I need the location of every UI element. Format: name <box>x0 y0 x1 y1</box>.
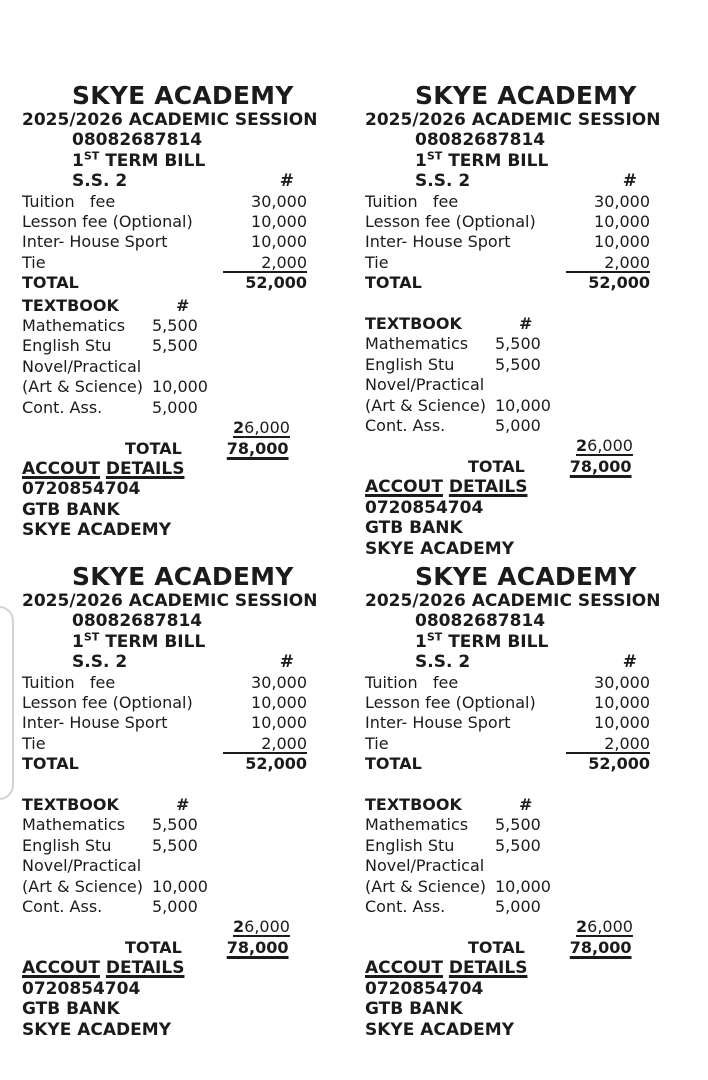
subtotal-rest: 6,000 <box>244 418 290 438</box>
term-ordinal-suffix: ST <box>426 630 443 644</box>
textbook-label: English Stu <box>22 835 112 855</box>
subtotal-bold-digit: 2 <box>576 436 588 456</box>
term-bill <box>22 81 318 541</box>
fee-label: Lesson fee (Optional) <box>365 693 536 713</box>
fee-label: Inter- House Sport <box>365 232 511 252</box>
textbook-amount: 5,500 <box>152 835 198 855</box>
account-heading-word1: ACCOUT <box>365 958 443 979</box>
textbook-amount: 5,500 <box>152 316 198 336</box>
textbook-amount: 10,000 <box>495 395 551 415</box>
fee-row-tie <box>365 253 650 273</box>
class-row <box>365 171 650 191</box>
textbook-total-amount: 78,000 <box>569 456 632 476</box>
textbook-label: Cont. Ass. <box>365 897 446 917</box>
textbook-row-cont-ass <box>365 416 650 436</box>
textbook-amount: 10,000 <box>152 377 208 397</box>
textbook-label: English Stu <box>22 336 112 356</box>
textbook-row-novel <box>22 357 307 377</box>
textbook-amount: 5,000 <box>152 897 198 917</box>
account-number: 0720854704 <box>365 978 484 999</box>
fee-label: Tie <box>22 733 46 753</box>
fees-total-row <box>365 754 650 774</box>
textbook-hash-header: # <box>519 314 533 334</box>
session-line: 2025/2026 ACADEMIC SESSION <box>22 591 318 611</box>
textbook-subtotal-row <box>22 917 307 937</box>
fee-amount: 10,000 <box>251 232 307 252</box>
textbook-total-row <box>22 938 307 958</box>
section-gap <box>365 775 650 795</box>
account-number: 0720854704 <box>22 978 141 999</box>
textbook-row-mathematics <box>22 815 307 835</box>
textbook-amount: 5,000 <box>152 397 198 417</box>
textbook-label: Novel/Practical <box>22 356 142 376</box>
textbook-row-english <box>365 355 650 375</box>
textbook-row-english <box>22 336 307 356</box>
fee-row-tie <box>22 734 307 754</box>
textbook-subtotal <box>576 436 633 455</box>
term-bill-line <box>415 632 650 652</box>
fee-amount: 10,000 <box>251 212 307 232</box>
account-details-heading <box>365 958 650 978</box>
textbook-label: (Art & Science) <box>22 876 143 896</box>
fee-amount: 30,000 <box>251 191 307 211</box>
fee-amount-ruled: 2,000 <box>223 253 307 273</box>
account-heading-word1: ACCOUT <box>365 477 443 498</box>
session-line: 2025/2026 ACADEMIC SESSION <box>22 110 318 130</box>
school-name: SKYE ACADEMY <box>72 563 294 591</box>
textbook-row-cont-ass <box>22 897 307 917</box>
account-details-heading <box>22 459 307 479</box>
phone-number: 08082687814 <box>72 130 203 151</box>
textbook-label: Novel/Practical <box>365 375 485 395</box>
fee-row-lesson <box>365 693 650 713</box>
textbook-hash-header: # <box>176 795 190 815</box>
subtotal-bold-digit: 2 <box>233 418 245 438</box>
textbook-subtotal <box>233 418 290 437</box>
fees-total-label: TOTAL <box>22 273 79 293</box>
bank-name: GTB BANK <box>365 518 463 539</box>
fee-label: Inter- House Sport <box>22 713 168 733</box>
textbook-label: Mathematics <box>365 815 469 835</box>
fee-row-lesson <box>365 212 650 232</box>
class-row <box>365 652 650 672</box>
bank-name: GTB BANK <box>365 999 463 1020</box>
textbook-header-row <box>22 296 307 316</box>
textbook-header-label: TEXTBOOK <box>22 295 119 315</box>
currency-hash-header: # <box>279 652 294 673</box>
textbook-label: (Art & Science) <box>22 377 143 397</box>
textbook-label: Cont. Ass. <box>22 897 103 917</box>
account-heading-word1: ACCOUT <box>22 458 100 479</box>
fees-total-amount: 52,000 <box>588 273 650 293</box>
textbook-total-amount: 78,000 <box>569 937 632 957</box>
account-heading-word1: ACCOUT <box>22 958 100 979</box>
textbook-total-row <box>22 439 307 459</box>
textbook-header-label: TEXTBOOK <box>365 795 462 815</box>
bank-name: GTB BANK <box>22 999 120 1020</box>
textbook-amount: 5,500 <box>495 354 541 374</box>
account-heading-word2: DETAILS <box>105 458 185 479</box>
textbook-row-cont-ass <box>22 398 307 418</box>
term-rest: TERM BILL <box>442 631 549 652</box>
class-label: S.S. 2 <box>72 652 128 673</box>
textbook-amount: 5,500 <box>495 835 541 855</box>
fee-row-tie <box>365 734 650 754</box>
textbook-label: Mathematics <box>22 815 126 835</box>
textbook-label: Cont. Ass. <box>365 416 446 436</box>
textbook-label: English Stu <box>365 835 455 855</box>
fee-amount: 10,000 <box>594 693 650 713</box>
subtotal-bold-digit: 2 <box>233 917 245 937</box>
fee-label: Tuition fee <box>22 672 116 692</box>
class-label: S.S. 2 <box>415 652 471 673</box>
account-details-heading <box>22 958 307 978</box>
account-heading-word2: DETAILS <box>105 958 185 979</box>
bill-bottom-right <box>354 563 708 1080</box>
fee-label: Lesson fee (Optional) <box>22 212 193 232</box>
account-number: 0720854704 <box>365 497 484 518</box>
textbook-hash-header: # <box>519 795 533 815</box>
term-ordinal-suffix: ST <box>83 630 100 644</box>
textbook-amount: 10,000 <box>495 876 551 896</box>
term-bill <box>365 563 661 1040</box>
fee-label: Tuition fee <box>22 191 116 211</box>
fees-total-row <box>22 754 307 774</box>
fees-total-row <box>365 273 650 293</box>
fee-row-lesson <box>22 693 307 713</box>
term-number: 1 <box>72 150 84 171</box>
fee-amount: 10,000 <box>594 212 650 232</box>
fee-row-tuition <box>365 192 650 212</box>
fees-total-amount: 52,000 <box>588 754 650 774</box>
textbook-row-cont-ass <box>365 897 650 917</box>
fees-total-row <box>22 273 307 293</box>
fee-label: Tie <box>365 252 389 272</box>
textbook-label: Mathematics <box>365 334 469 354</box>
term-bill <box>22 563 318 1040</box>
textbook-row-novel <box>22 856 307 876</box>
fee-row-tuition <box>22 673 307 693</box>
textbook-total-amount: 78,000 <box>226 937 289 957</box>
term-number: 1 <box>72 631 84 652</box>
fee-label: Tuition fee <box>365 672 459 692</box>
subtotal-bold-digit: 2 <box>576 917 588 937</box>
fees-total-label: TOTAL <box>365 273 422 293</box>
account-name: SKYE ACADEMY <box>365 538 514 559</box>
fee-row-sport <box>365 713 650 733</box>
account-name: SKYE ACADEMY <box>22 1019 171 1040</box>
fee-amount: 10,000 <box>594 232 650 252</box>
account-name: SKYE ACADEMY <box>365 1019 514 1040</box>
subtotal-rest: 6,000 <box>587 917 633 937</box>
account-name: SKYE ACADEMY <box>22 520 171 541</box>
textbook-subtotal <box>233 917 290 936</box>
fee-label: Lesson fee (Optional) <box>365 212 536 232</box>
bill-top-left <box>0 0 354 563</box>
textbook-row-english <box>22 836 307 856</box>
textbook-row-english <box>365 836 650 856</box>
fee-label: Inter- House Sport <box>365 713 511 733</box>
fees-total-label: TOTAL <box>365 754 422 774</box>
fee-row-sport <box>22 713 307 733</box>
fee-label: Inter- House Sport <box>22 232 168 252</box>
currency-hash-header: # <box>279 171 294 192</box>
fees-total-amount: 52,000 <box>245 754 307 774</box>
textbook-row-art-science <box>365 396 650 416</box>
textbook-subtotal <box>576 917 633 936</box>
fee-row-sport <box>22 232 307 252</box>
term-ordinal-suffix: ST <box>426 149 443 163</box>
fee-amount-ruled: 2,000 <box>223 734 307 754</box>
term-rest: TERM BILL <box>99 631 206 652</box>
textbook-amount: 10,000 <box>152 876 208 896</box>
textbook-header-label: TEXTBOOK <box>22 795 119 815</box>
term-ordinal-suffix: ST <box>83 149 100 163</box>
phone-number: 08082687814 <box>415 611 546 632</box>
textbook-total-row <box>365 938 650 958</box>
term-bill-line <box>72 632 307 652</box>
fee-amount: 10,000 <box>594 713 650 733</box>
school-name: SKYE ACADEMY <box>415 81 637 110</box>
term-bill-line <box>72 151 307 171</box>
term-number: 1 <box>415 150 427 171</box>
fee-label: Tie <box>22 252 46 272</box>
textbook-row-art-science <box>22 377 307 397</box>
textbook-amount: 5,500 <box>495 334 541 354</box>
page-edge-curl <box>0 606 14 800</box>
textbook-label: Cont. Ass. <box>22 397 103 417</box>
textbook-label: (Art & Science) <box>365 876 486 896</box>
fee-amount: 10,000 <box>251 693 307 713</box>
textbook-total-label: TOTAL <box>468 456 525 476</box>
phone-number: 08082687814 <box>415 130 546 151</box>
fee-amount-ruled: 2,000 <box>566 253 650 273</box>
bill-top-right <box>354 0 708 563</box>
account-heading-word2: DETAILS <box>448 477 528 498</box>
textbook-label: Novel/Practical <box>22 856 142 876</box>
textbook-header-row <box>365 795 650 815</box>
fee-row-lesson <box>22 212 307 232</box>
textbook-amount: 5,000 <box>495 416 541 436</box>
fee-label: Tuition fee <box>365 191 459 211</box>
fees-total-label: TOTAL <box>22 754 79 774</box>
fee-amount: 30,000 <box>594 672 650 692</box>
bank-name: GTB BANK <box>22 499 120 520</box>
textbook-header-label: TEXTBOOK <box>365 314 462 334</box>
fee-label: Lesson fee (Optional) <box>22 693 193 713</box>
textbook-total-row <box>365 457 650 477</box>
fee-row-tuition <box>365 673 650 693</box>
term-rest: TERM BILL <box>99 150 206 171</box>
account-heading-word2: DETAILS <box>448 958 528 979</box>
textbook-label: Novel/Practical <box>365 856 485 876</box>
fee-amount: 30,000 <box>594 191 650 211</box>
class-row <box>22 652 307 672</box>
textbook-label: (Art & Science) <box>365 395 486 415</box>
textbook-row-mathematics <box>22 316 307 336</box>
class-row <box>22 171 307 191</box>
session-line: 2025/2026 ACADEMIC SESSION <box>365 591 661 611</box>
term-bill <box>365 81 661 559</box>
term-bill-line <box>415 151 650 171</box>
fee-amount-ruled: 2,000 <box>566 734 650 754</box>
currency-hash-header: # <box>622 652 637 673</box>
account-details-heading <box>365 477 650 497</box>
textbook-label: Mathematics <box>22 316 126 336</box>
class-label: S.S. 2 <box>415 171 471 192</box>
textbook-subtotal-row <box>365 436 650 456</box>
textbook-amount: 5,500 <box>152 336 198 356</box>
class-label: S.S. 2 <box>72 171 128 192</box>
fees-total-amount: 52,000 <box>245 273 307 293</box>
term-rest: TERM BILL <box>442 150 549 171</box>
fee-amount: 10,000 <box>251 713 307 733</box>
phone-number: 08082687814 <box>72 611 203 632</box>
school-name: SKYE ACADEMY <box>415 563 637 591</box>
textbook-label: English Stu <box>365 354 455 374</box>
subtotal-rest: 6,000 <box>587 436 633 456</box>
textbook-row-mathematics <box>365 334 650 354</box>
textbook-row-art-science <box>22 877 307 897</box>
fee-row-tuition <box>22 192 307 212</box>
textbook-total-label: TOTAL <box>125 438 182 458</box>
textbook-row-novel <box>365 856 650 876</box>
subtotal-rest: 6,000 <box>244 917 290 937</box>
textbook-header-row <box>365 314 650 334</box>
session-line: 2025/2026 ACADEMIC SESSION <box>365 110 661 130</box>
bill-bottom-left <box>0 563 354 1080</box>
currency-hash-header: # <box>622 171 637 192</box>
textbook-total-label: TOTAL <box>125 937 182 957</box>
textbook-row-mathematics <box>365 815 650 835</box>
fee-amount: 30,000 <box>251 672 307 692</box>
textbook-amount: 5,000 <box>495 897 541 917</box>
textbook-row-art-science <box>365 877 650 897</box>
fee-label: Tie <box>365 733 389 753</box>
fee-row-sport <box>365 232 650 252</box>
section-gap <box>22 775 307 795</box>
textbook-hash-header: # <box>176 295 190 315</box>
textbook-amount: 5,500 <box>495 815 541 835</box>
textbook-subtotal-row <box>22 418 307 438</box>
account-number: 0720854704 <box>22 479 141 500</box>
textbook-subtotal-row <box>365 917 650 937</box>
textbook-total-label: TOTAL <box>468 937 525 957</box>
textbook-total-amount: 78,000 <box>226 438 289 458</box>
fee-row-tie <box>22 253 307 273</box>
term-number: 1 <box>415 631 427 652</box>
section-gap <box>365 294 650 314</box>
textbook-row-novel <box>365 375 650 395</box>
textbook-header-row <box>22 795 307 815</box>
school-name: SKYE ACADEMY <box>72 81 294 110</box>
textbook-amount: 5,500 <box>152 815 198 835</box>
